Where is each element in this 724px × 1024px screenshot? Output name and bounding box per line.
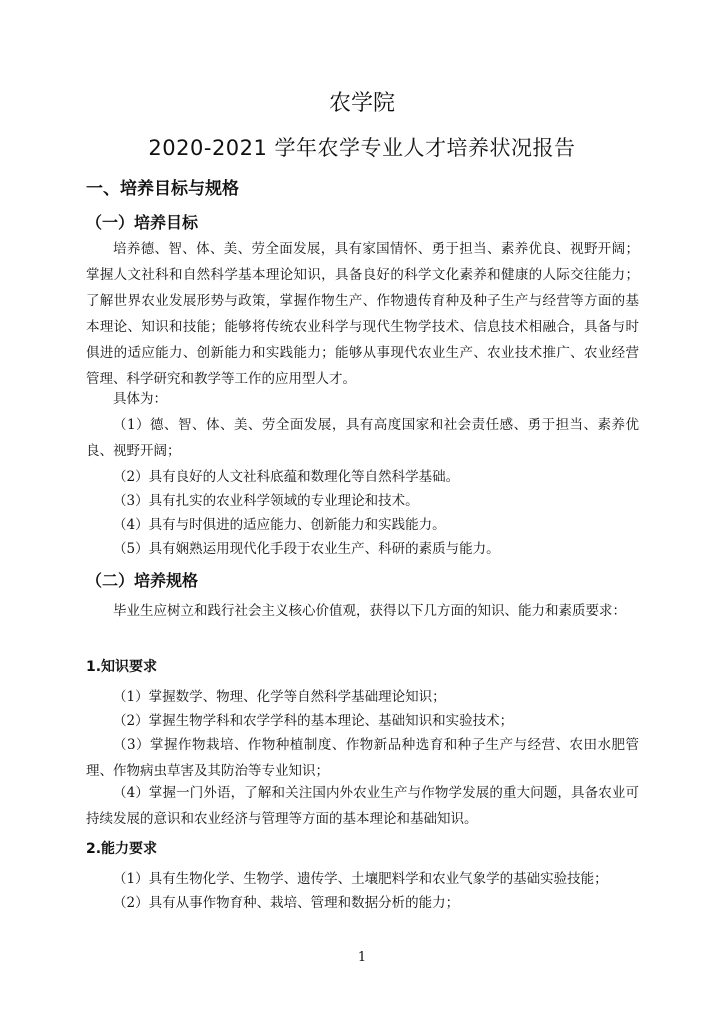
subsection-heading-specs: （二）培养规格 (86, 571, 199, 590)
knowledge-item: （3）掌握作物栽培、作物种植制度、作物新品种选育和种子生产与经营、农田水肥管理、作物病虫草害及其防治等专业知识； (86, 737, 639, 779)
goal-item: （4）具有与时俱进的适应能力、创新能力和实践能力。 (113, 517, 446, 533)
specs-intro-paragraph: 毕业生应树立和践行社会主义核心价值观，获得以下几方面的知识、能力和素质要求： (113, 603, 626, 619)
document-title-report: 2020-2021 学年农学专业人才培养状况报告 (148, 136, 576, 160)
goal-item: （2）具有良好的人文社科底蕴和数理化等自然科学基础。 (113, 469, 460, 485)
subsection-heading-goals: （一）培养目标 (86, 213, 199, 232)
goal-item: （5）具有娴熟运用现代化手段于农业生产、科研的素质与能力。 (113, 541, 500, 557)
ability-item: （1）具有生物化学、生物学、遗传学、土壤肥料学和农业气象学的基础实验技能； (113, 871, 608, 887)
section-heading-goals-and-specs: 一、培养目标与规格 (86, 179, 239, 199)
knowledge-requirements-heading: 1.知识要求 (86, 659, 158, 675)
page-number: 1 (357, 950, 367, 965)
goal-item: （3）具有扎实的农业科学领域的专业理论和技术。 (113, 493, 419, 509)
goal-item: （1）德、智、体、美、劳全面发展，具有高度国家和社会责任感、勇于担当、素养优良、视野开阔； (86, 417, 639, 459)
goals-paragraph: 培养德、智、体、美、劳全面发展，具有家国情怀、勇于担当、素养优良、视野开阔；掌握人文社科和自然科学基本理论知识，具备良好的科学文化素养和健康的人际交往能力；了解世界农业发展形势与政策，掌握作物生产、作物遗传育种及种子生产与经营等方面的基本理论、知识和技能；能够将传统农业科学与现代生物学技术、信息技术相融合，具备与时俱进的适应能力、创新能力和实践能力；能够从事现代农业生产、农业技术推广、农业经营管理、科学研究和教学等工作的应用型人才。 (86, 241, 639, 387)
knowledge-item: （1）掌握数学、物理、化学等自然科学基础理论知识； (113, 689, 446, 705)
ability-requirements-heading: 2.能力要求 (86, 841, 158, 857)
document-title-college: 农学院 (328, 91, 395, 116)
knowledge-item: （4）掌握一门外语，了解和关注国内外农业生产与作物学发展的重大问题，具备农业可持续发展的意识和农业经济与管理等方面的基本理论和基础知识。 (86, 785, 639, 827)
specific-label: 具体为： (113, 391, 167, 407)
ability-item: （2）具有从事作物育种、栽培、管理和数据分析的能力； (113, 895, 460, 911)
knowledge-item: （2）掌握生物学科和农学学科的基本理论、基础知识和实验技术； (113, 713, 514, 729)
